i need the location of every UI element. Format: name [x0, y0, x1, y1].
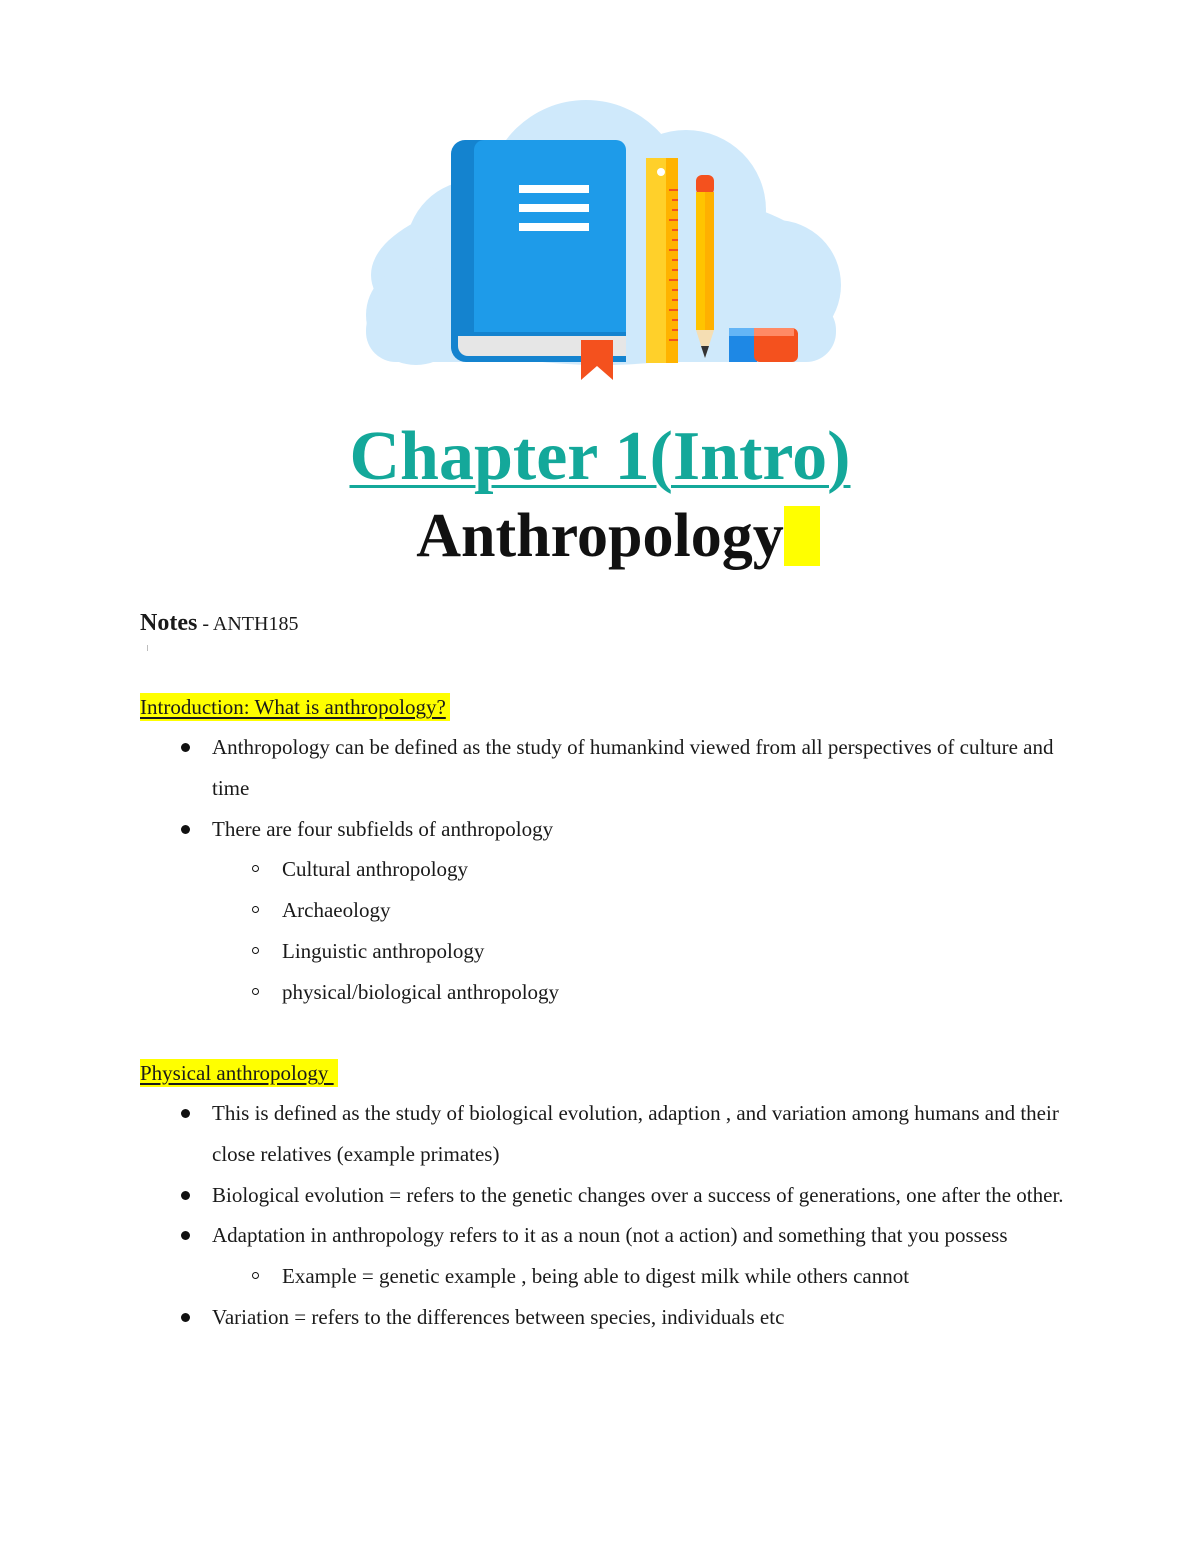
- sub-list-item-text: Example = genetic example , being able to digest milk while others cannot: [282, 1264, 910, 1289]
- bullet-icon: [181, 825, 190, 834]
- bullet-icon: [181, 1191, 190, 1200]
- book-ruler-pencil-icon: [356, 100, 846, 385]
- notes-label: Notes: [140, 610, 198, 636]
- sub-list-item: [212, 972, 1070, 1013]
- sub-list-item-text: physical/biological anthropology: [282, 979, 560, 1004]
- section-list-introduction: [140, 727, 1070, 1013]
- pencil-icon: [696, 175, 714, 358]
- sub-bullet-icon: [252, 988, 259, 995]
- sub-list-item-text: Archaeology: [282, 898, 391, 923]
- section-heading-physical-anthropology: Physical anthropology: [140, 1059, 338, 1087]
- sub-bullet-icon: [252, 947, 259, 954]
- section-heading-introduction: Introduction: What is anthropology?: [140, 693, 450, 721]
- sub-list-item: [212, 1256, 1070, 1297]
- sub-bullet-icon: [252, 906, 259, 913]
- sub-list-item: [212, 849, 1070, 890]
- sub-list-item: [212, 931, 1070, 972]
- divider: [147, 645, 148, 651]
- subject-title-text: Anthropology: [416, 502, 784, 570]
- list-item-text: Variation = refers to the differences between species, individuals etc: [212, 1304, 785, 1329]
- bullet-icon: [181, 1313, 190, 1322]
- sub-list: [212, 849, 1070, 1012]
- sub-bullet-icon: [252, 1272, 259, 1279]
- chapter-title: Chapter 1(Intro): [349, 418, 851, 495]
- sub-list-item-text: Linguistic anthropology: [282, 938, 485, 963]
- book-icon: [451, 140, 626, 380]
- ruler-icon: [646, 158, 678, 363]
- chapter-title-block: [0, 412, 1200, 502]
- notes-separator: -: [197, 613, 213, 635]
- list-item: [140, 1215, 1070, 1297]
- sub-list-item: [212, 890, 1070, 931]
- sub-list-item-text: Cultural anthropology: [282, 857, 469, 882]
- bullet-icon: [181, 743, 190, 752]
- list-item: [140, 809, 1070, 1013]
- list-item: [140, 1297, 1070, 1338]
- subject-title-block: [0, 500, 1200, 572]
- list-item-text: Biological evolution = refers to the genetic changes over a success of generations, one after the other.: [212, 1182, 1064, 1207]
- bullet-icon: [181, 1109, 190, 1118]
- list-item: [140, 1093, 1070, 1175]
- notes-line: [140, 608, 298, 639]
- list-item-text: This is defined as the study of biological evolution, adaption , and variation among humans and their close relatives (example primates): [212, 1101, 1059, 1166]
- list-item-text: Adaptation in anthropology refers to it as a noun (not a action) and something that you possess: [212, 1223, 1008, 1248]
- list-item: [140, 1175, 1070, 1216]
- bullet-icon: [181, 1231, 190, 1240]
- sub-bullet-icon: [252, 865, 259, 872]
- eraser-icon: [729, 328, 798, 362]
- subject-title: [416, 500, 784, 572]
- sub-list: [212, 1256, 1070, 1297]
- highlight-mark: [784, 506, 820, 566]
- list-item: [140, 727, 1070, 809]
- course-code: ANTH185: [212, 613, 299, 635]
- list-item-text: Anthropology can be defined as the study of humankind viewed from all perspectives of culture and time: [212, 735, 1054, 800]
- list-item-text: There are four subfields of anthropology: [212, 816, 554, 841]
- section-list-physical-anthropology: [140, 1093, 1070, 1338]
- bookmark-icon: [581, 340, 613, 380]
